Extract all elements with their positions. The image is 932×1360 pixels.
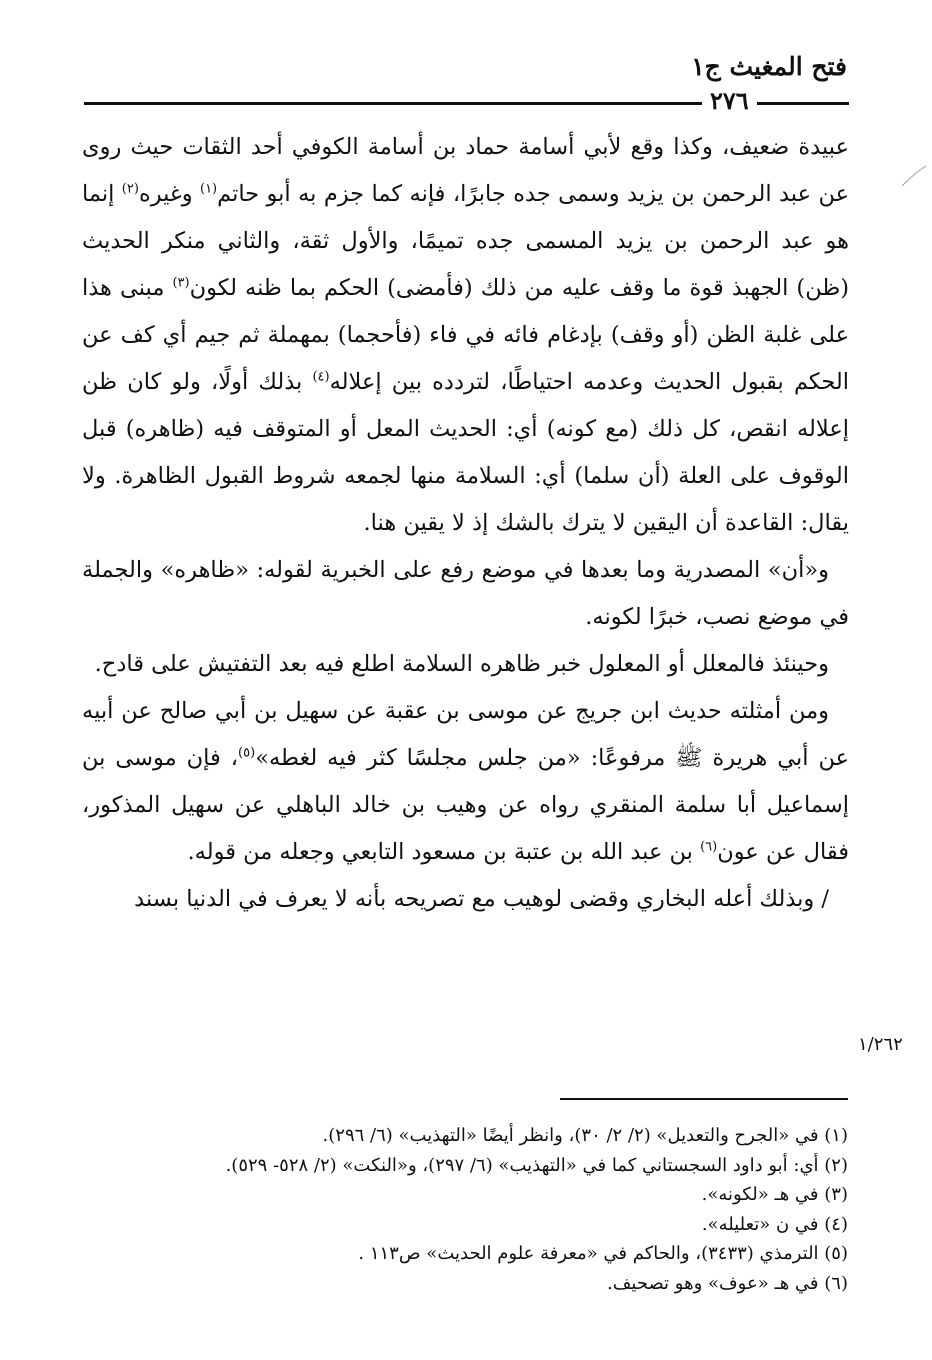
footnote-2: (٢) أي: أبو داود السجستاني كما في «التهذيب» (٦/ ٢٩٧)، و«النكت» (٢/ ٥٢٨- ٥٢٩). — [225, 1154, 848, 1176]
footnote-5: (٥) الترمذي (٣٤٣٣)، والحاكم في «معرفة علوم الحديث» ص١١٣ . — [358, 1243, 848, 1264]
footnote-1: (١) في «الجرح والتعديل» (٢/ ٢/ ٣٠)، وانظر أيضًا «التهذيب» (٦/ ٢٩٦). — [322, 1125, 848, 1146]
paragraph-2: و«أن» المصدرية وما بعدها في موضع رفع على الخبرية لقوله: «ظاهره» والجملة في موضع نصب، خبرًا لكونه. — [82, 557, 849, 630]
footnote-3: (٣) في هـ «لكونه». — [701, 1184, 848, 1205]
text-run: إنما هو عبد الرحمن بن يزيد المسمى جده تميمًا، والأول ثقة، والثاني منكر الحديث (ظن) الجهبذ قوة ما وقف عليه من ذلك (فأمضى) الحكم بما ظنه لكون — [82, 181, 850, 301]
footnote-marker-4[interactable]: (٤) — [312, 369, 330, 385]
footnote-separator — [560, 1098, 848, 1100]
footnote-marker-1[interactable]: (١) — [199, 181, 218, 197]
running-header-title: فتح المغيث ج١ — [691, 52, 847, 81]
paragraph-5: / وبذلك أعله البخاري وقضى لوهيب مع تصريحه بأنه لا يعرف في الدنيا بسند — [134, 886, 829, 912]
text-run: مبنى هذا على غلبة الظن (أو وقف) بإدغام فائه في فاء (فأحجما) بمهملة ثم جيم أي كف عن الحكم بقبول الحديث وعدمه احتياطًا، لتردده بين إعلاله — [82, 275, 849, 395]
paragraph-3: وحينئذ فالمعلل أو المعلول خبر ظاهره السلامة اطلع فيه بعد التفتيش على قادح. — [94, 651, 829, 677]
main-text — [82, 124, 849, 923]
text-run: ومن أمثلته حديث ابن جريج عن موسى بن عقبة عن سهيل بن أبي صالح عن أبيه عن أبي هريرة ﷺ مرفوعًا: «من جلس مجلسًا كثر فيه لغطه» — [82, 698, 849, 771]
footnote-6: (٦) في هـ «عوف» وهو تصحيف. — [607, 1272, 848, 1294]
paragraph-4 — [82, 688, 849, 876]
footnote-marker-6[interactable]: (٦) — [700, 839, 718, 855]
footnote-marker-3[interactable]: (٣) — [172, 275, 190, 291]
text-run: بن عبد الله بن عتبة بن مسعود التابعي وجعله من قوله. — [187, 839, 701, 865]
footnotes — [225, 1121, 848, 1298]
text-run: عبيدة ضعيف، وكذا وقع لأبي أسامة حماد بن أسامة الكوفي أحد الثقات حيث روى عن عبد الرحمن بن يزيد وسمى جده جابرًا، فإنه كما جزم به أبو حاتم — [82, 134, 849, 207]
text-run: ، فإن موسى بن إسماعيل أبا سلمة المنقري رواه عن وهيب بن خالد الباهلي عن سهيل المذكور، فقال عن عون — [82, 745, 849, 865]
text-run: وغيره — [138, 181, 200, 207]
page-number: ٢٧٦ — [702, 86, 757, 115]
footnote-4: (٤) في ن «تعليله». — [701, 1213, 848, 1235]
margin-reference: ١/٢٦٢ — [858, 1034, 903, 1055]
paragraph-1 — [82, 124, 849, 547]
text-run: بذلك أولًا، ولو كان ظن إعلاله انقص، كل ذلك (مع كونه) أي: الحديث المعل أو المتوقف فيه (ظاهره) قبل الوقوف على العلة (أن سلما) أي: السلامة منها لجمعه شروط القبول الظاهرة. ولا يقال: القاعدة أن اليقين لا يترك بالشك إذ لا يقين هنا. — [82, 369, 849, 536]
pencil-mark-icon — [898, 162, 928, 192]
footnote-marker-2[interactable]: (٢) — [121, 181, 139, 197]
footnote-marker-5[interactable]: (٥) — [238, 745, 256, 761]
